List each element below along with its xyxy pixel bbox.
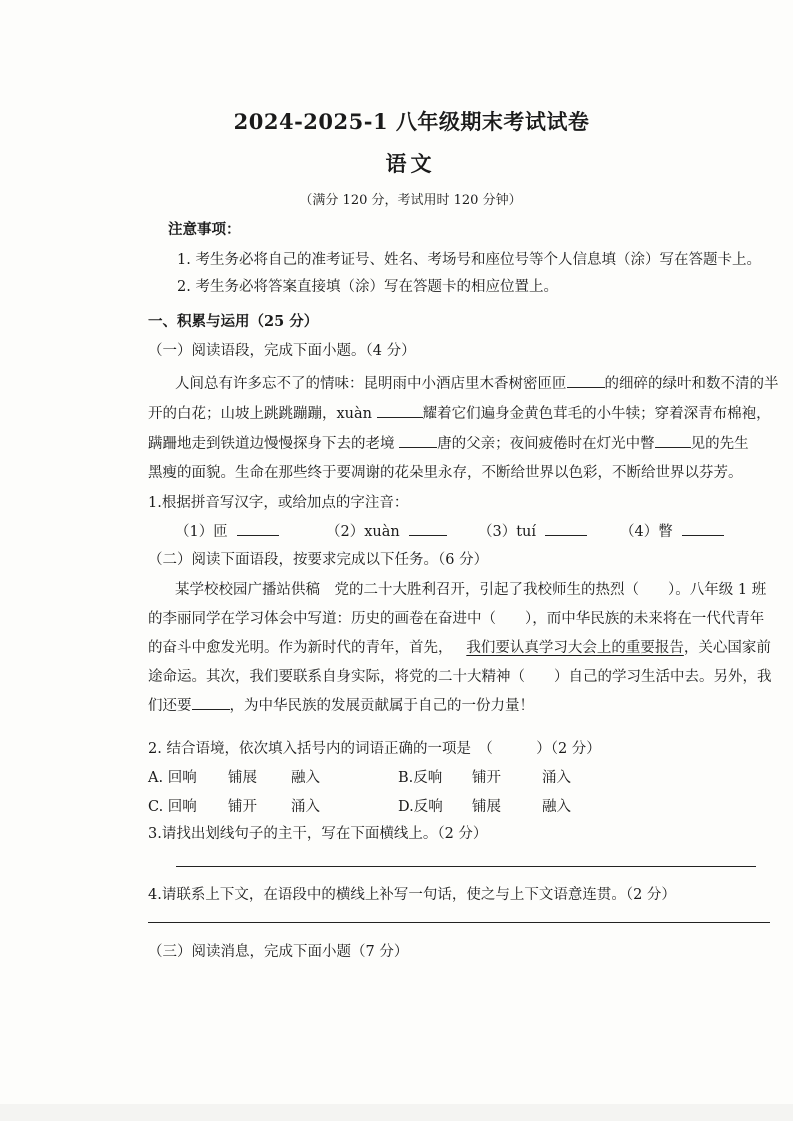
passage-2-line-2: 的李丽同学在学习体会中写道：历史的画卷在奋进中（ ），而中华民族的未来将在一代代青年 bbox=[148, 611, 765, 627]
answer-blank bbox=[567, 373, 605, 388]
question-3-stem: 3.请找出划线句子的主干，写在下面横线上。（2 分） bbox=[148, 826, 488, 842]
passage-1-line-1: 人间总有许多忘不了的情味：昆明雨中小酒店里木香树密匝匝 的细碎的绿叶和数不清的半 bbox=[175, 372, 779, 393]
option-d-word-3: 融入 bbox=[542, 799, 571, 815]
option-c-word-2: 铺开 bbox=[228, 799, 257, 815]
answer-blank bbox=[237, 521, 279, 536]
passage-2-line-3: 的奋斗中愈发光明。作为新时代的青年，首先， 我们要认真学习大会上的重要报告，关心国家前 bbox=[148, 640, 771, 656]
answer-blank bbox=[192, 695, 230, 710]
passage-2-line-1: 某学校校园广播站供稿 党的二十大胜利召开，引起了我校师生的热烈（ ）。八年级 1 班 bbox=[175, 582, 767, 598]
part-2-heading: （二）阅读下面语段，按要求完成以下任务。（6 分） bbox=[148, 552, 489, 568]
passage-1-line-4: 黑瘦的面貌。生命在那些终于要凋谢的花朵里永存，不断给世界以色彩，不断给世界以芬芳。 bbox=[148, 465, 743, 481]
option-b-word-3: 涌入 bbox=[542, 770, 571, 786]
part-3-heading: （三）阅读消息，完成下面小题（7 分） bbox=[148, 944, 409, 960]
answer-line-q3 bbox=[176, 866, 756, 867]
question-1-a: （1）匝 bbox=[175, 520, 279, 541]
passage-2-line-5: 们还要 ，为中华民族的发展贡献属于自己的一份力量！ bbox=[148, 694, 534, 715]
question-2-stem: 2. 结合语境，依次填入括号内的词语正确的一项是 （ ）（2 分） bbox=[148, 741, 601, 757]
question-1-stem: 1.根据拼音写汉字，或给加点的字注音： bbox=[148, 495, 409, 511]
underlined-sentence: 我们要认真学习大会上的重要报告 bbox=[466, 640, 684, 656]
option-d-word-2: 铺展 bbox=[472, 799, 501, 815]
option-a-word-3: 融入 bbox=[291, 770, 320, 786]
passage-1-line-3: 蹒跚地走到铁道边慢慢探身下去的老境 唐的父亲；夜间疲倦时在灯光中瞥 见的先生 bbox=[148, 432, 749, 453]
option-b-word-2: 铺开 bbox=[472, 770, 501, 786]
exam-subject: 语文 bbox=[385, 151, 436, 176]
option-a-word-1: A. 回响 bbox=[148, 770, 197, 786]
question-1-b: （2）xuàn bbox=[326, 520, 447, 541]
part-1-heading: （一）阅读语段，完成下面小题。（4 分） bbox=[148, 343, 416, 359]
option-a-word-2: 铺展 bbox=[228, 770, 257, 786]
answer-blank bbox=[399, 433, 437, 448]
passage-2-line-4: 途命运。其次，我们要联系自身实际，将党的二十大精神（ ）自己的学习生活中去。另外，我 bbox=[148, 669, 772, 685]
option-c-word-3: 涌入 bbox=[291, 799, 320, 815]
question-4-stem: 4.请联系上下文，在语段中的横线上补写一句话，使之与上下文语意连贯。（2 分） bbox=[148, 887, 676, 903]
answer-blank bbox=[377, 403, 423, 418]
question-1-c: （3）tuí bbox=[478, 520, 587, 541]
answer-blank bbox=[655, 433, 691, 448]
answer-blank bbox=[682, 521, 724, 536]
notice-item-2: 2. 考生务必将答案直接填（涂）写在答题卡的相应位置上。 bbox=[177, 279, 558, 295]
notice-heading: 注意事项： bbox=[168, 221, 241, 238]
section-1-heading: 一、积累与运用（25 分） bbox=[148, 313, 319, 330]
scan-edge bbox=[0, 1104, 793, 1121]
question-1-d: （4）瞥 bbox=[620, 520, 724, 541]
answer-blank bbox=[545, 521, 587, 536]
answer-line-q4 bbox=[148, 922, 770, 923]
notice-item-1: 1. 考生务必将自己的准考证号、姓名、考场号和座位号等个人信息填（涂）写在答题卡上。 bbox=[177, 252, 761, 268]
passage-1-line-2: 开的白花；山坡上跳跳蹦蹦，xuàn 耀着它们遍身金黄色茸毛的小牛犊；穿着深青布棉袍， bbox=[148, 402, 771, 423]
option-b-word-1: B.反响 bbox=[398, 770, 443, 786]
exam-title: 2024-2025-1 八年级期末考试试卷 bbox=[233, 109, 590, 134]
option-c-word-1: C. 回响 bbox=[148, 799, 197, 815]
option-d-word-1: D.反响 bbox=[398, 799, 443, 815]
answer-blank bbox=[409, 521, 447, 536]
score-note: （满分 120 分，考试用时 120 分钟） bbox=[299, 193, 522, 208]
